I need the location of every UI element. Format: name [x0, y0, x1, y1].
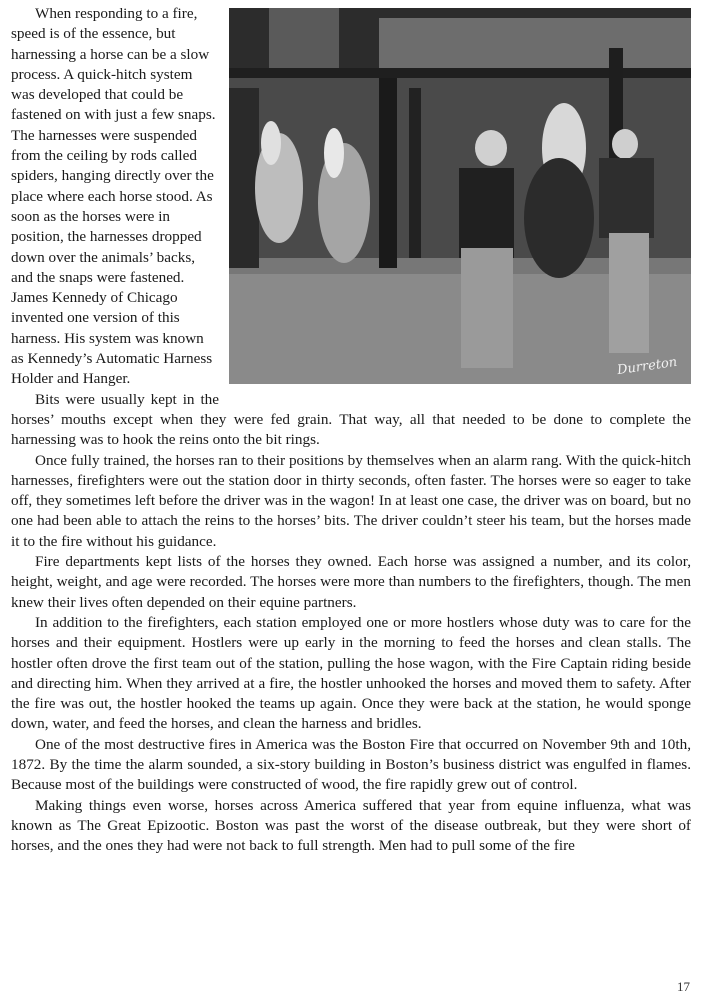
paragraph: In addition to the firefighters, each station employed one or more hostlers whose duty was to care for the horses and their equipment. Hostlers were up early in the morning to feed the horses and clean stalls. The hostler often drove the first team out of the station, pulling the hose wagon, with the Fire Captain riding beside and directing him. When they arrived at a fire, the hostler unhooked the horses and moved them to safety. After the fire was out, the hostler hooked the teams up again. Once they were back at the station, he would sponge down, water, and feed the horses, and clean the harness and bridles.: [11, 613, 691, 733]
photo-illustration: [229, 8, 691, 384]
paragraph: One of the most destructive fires in America was the Boston Fire that occurred on November 9th and 10th, 1872. By the time the alarm sounded, a six-story building in Boston’s business district was engulfed in flames. Because most of the buildings were constructed of wood, the fire rapidly grew out of control.: [11, 735, 691, 794]
firehouse-photo: [229, 8, 691, 384]
photographer-signature: Durreton: [615, 354, 678, 379]
page-body: [11, 4, 691, 856]
page-number: 17: [677, 979, 690, 994]
paragraph: Bits were usually kept in the horses’ mouths except when they were fed grain. That way, all that needed to be done to complete the harnessing was to hook the reins onto the bit rings.: [11, 390, 691, 449]
paragraph: When responding to a fire, speed is of the essence, but harnessing a horse can be a slow process. A quick-hitch system was developed that could be fastened on with just a few snaps. The harnesses were suspended from the ceiling by rods called spiders, hanging directly over the place where each horse stood. As soon as the horses were in position, the harnesses dropped down over the animals’ backs, and the snaps were fastened. James Kennedy of Chicago invented one version of this harness. His system was known as Kennedy’s Automatic Harness Holder and Hanger.: [11, 5, 216, 388]
paragraph: Fire departments kept lists of the horses they owned. Each horse was assigned a number, and its color, height, weight, and age were recorded. The horses were more than numbers to the firefighters, though. The men knew their lives often depended on their equine partners.: [11, 553, 691, 611]
paragraph: Once fully trained, the horses ran to their positions by themselves when an alarm rang. With the quick-hitch harnesses, firefighters were out the station door in thirty seconds, often faster. The horses were so eager to take off, they sometimes left before the driver was in the wagon! In at least one case, the driver was on board, but no one had been able to attach the reins to the horses’ bits. The driver couldn’t steer his team, but the horses made it to the fire without his guidance.: [11, 451, 691, 550]
paragraph: Making things even worse, horses across America suffered that year from equine influenza, what was known as The Great Epizootic. Boston was past the worst of the disease outbreak, but they were short of horses, and the ones they had were not back to full strength. Men had to pull some of the fire: [11, 796, 691, 855]
